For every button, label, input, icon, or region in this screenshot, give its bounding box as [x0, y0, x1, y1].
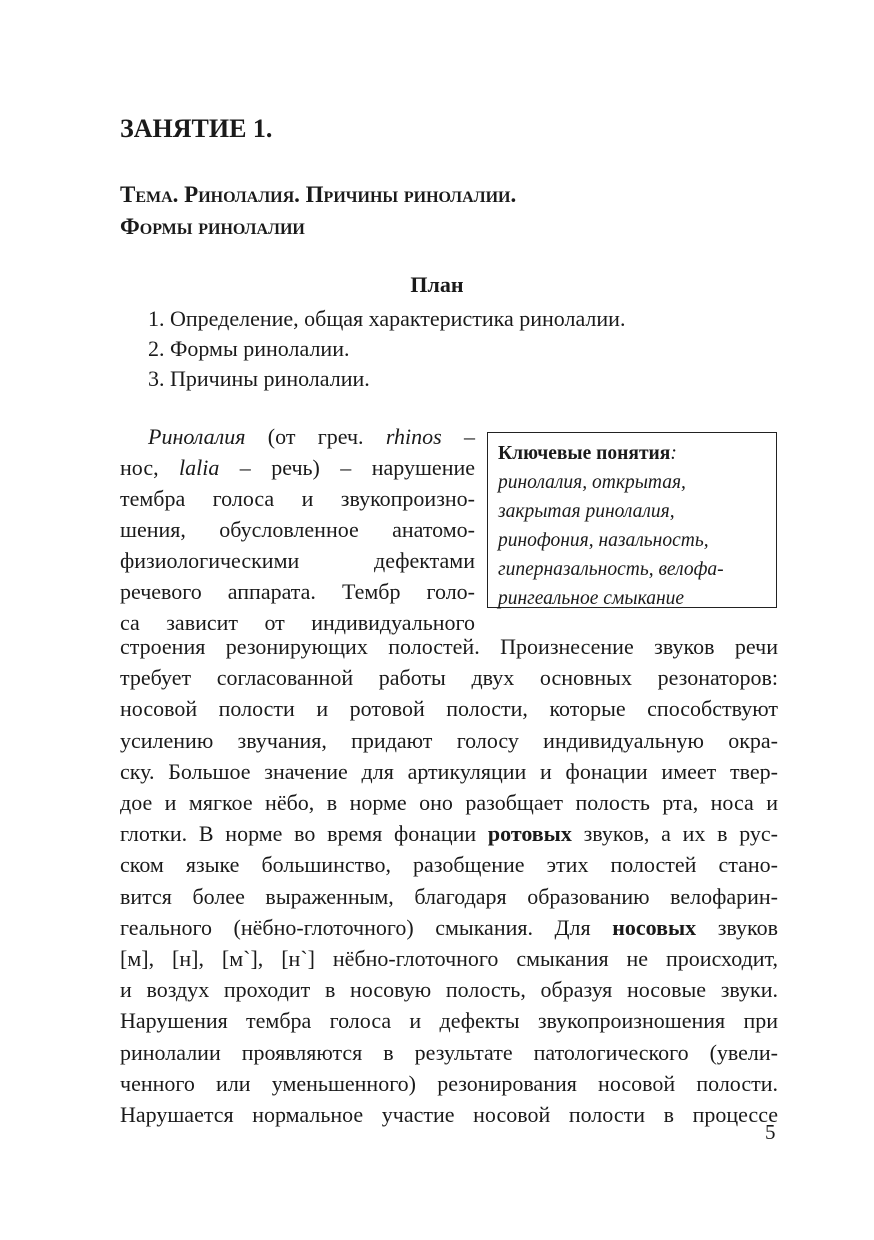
key-concepts-title: Ключевые понятия [498, 443, 671, 464]
body-line [120, 514, 475, 545]
body-line [120, 943, 778, 974]
text-segment: Нарушения тембра голоса и дефекты звукопроизношения при [120, 1008, 778, 1034]
body-line [120, 631, 778, 662]
key-concept-line: гиперназальность, велофа- [498, 559, 724, 580]
body-line [120, 1037, 778, 1068]
body-line [120, 725, 778, 756]
key-concept-line: ринофония, назальность, [498, 530, 709, 551]
text-segment: (от греч. [245, 424, 386, 449]
text-segment: Нарушается нормальное участие носовой полости в процессе [120, 1102, 778, 1127]
text-segment: дое и мягкое нёбо, в норме оно разобщает полость рта, носа и [120, 790, 778, 815]
lesson-title: ЗАНЯТИЕ 1. [120, 114, 273, 143]
body-line [120, 1068, 778, 1099]
text-segment: и воздух проходит в носовую полость, образуя носовые звуки. [120, 977, 778, 1003]
bold-term: носовых [612, 914, 697, 940]
italic-term: Ринолалия [148, 424, 246, 449]
text-segment: звуков [696, 914, 778, 940]
key-concept-line: ринолалия, открытая, [498, 472, 686, 493]
body-line [120, 545, 475, 576]
body-line [120, 787, 778, 818]
body-line [120, 818, 778, 849]
text-segment: тембра голоса и звукопроизно- [120, 486, 475, 511]
text-segment: нос, [120, 455, 180, 480]
body-line [120, 1005, 778, 1036]
body-line [120, 693, 778, 724]
text-segment: геального (нёбно-глоточного) смыкания. Для [120, 914, 613, 940]
text-segment: звуков, а их в рус- [571, 821, 779, 847]
text-segment: глотки. В норме во время фонации [120, 821, 488, 847]
body-line [120, 483, 475, 514]
text-segment: речевого аппарата. Тембр голо- [120, 579, 475, 604]
text-segment: – [441, 424, 475, 449]
key-concept-line: закрытая ринолалия, [498, 501, 675, 522]
plan-title: План [410, 272, 464, 297]
text-segment: са зависит от индивидуального [120, 610, 475, 635]
body-line [120, 881, 778, 912]
italic-term: rhinos [385, 424, 442, 449]
key-concepts-box [487, 432, 777, 608]
text-segment: ском языке большинство, разобщение этих полостей стано- [120, 852, 778, 878]
plan-item: 2. Формы ринолалии. [148, 336, 350, 361]
bold-term: ротовых [487, 821, 572, 847]
body-line [120, 452, 475, 483]
text-segment: ринолалии проявляются в результате патологического (увели- [120, 1039, 778, 1065]
body-line [120, 1099, 778, 1130]
text-segment: ску. Большое значение для артикуляции и фонации имеет твер- [120, 758, 778, 784]
key-concept-line: рингеальное смыкание [498, 588, 685, 609]
body-line [120, 756, 778, 787]
topic-line-2: Формы ринолалии [120, 214, 305, 239]
text-segment: вится более выраженным, благодаря образованию велофарин- [120, 883, 778, 909]
body-line [148, 421, 475, 452]
text-segment: шения, обусловленное анатомо- [120, 517, 475, 542]
body-line [120, 912, 778, 943]
text-segment: требует согласованной работы двух основных резонаторов: [120, 665, 778, 691]
topic-line-1: Тема. Ринолалия. Причины ринолалии. [120, 182, 517, 207]
plan-item: 1. Определение, общая характеристика ринолалии. [148, 306, 626, 331]
text-segment: носовой полости и ротовой полости, которые способствуют [120, 696, 778, 722]
plan-item: 3. Причины ринолалии. [148, 366, 370, 391]
italic-term: lalia [179, 455, 220, 480]
text-segment: ченного или уменьшенного) резонирования носовой полости. [120, 1070, 778, 1096]
body-line [120, 849, 778, 880]
text-segment: строения резонирующих полостей. Произнесение звуков речи [120, 634, 778, 659]
page-number: 5 [765, 1120, 776, 1144]
text-segment: усилению звучания, придают голосу индивидуальную окра- [120, 727, 778, 753]
text-segment: [м], [н], [м`], [н`] нёбно-глоточного смыкания не происходит, [120, 946, 778, 971]
body-line [120, 662, 778, 693]
body-line [120, 576, 475, 607]
body-line [120, 974, 778, 1005]
text-segment: физиологическими дефектами [120, 548, 475, 573]
key-concepts-colon: : [670, 443, 677, 464]
text-segment: – речь) – нарушение [219, 455, 476, 480]
